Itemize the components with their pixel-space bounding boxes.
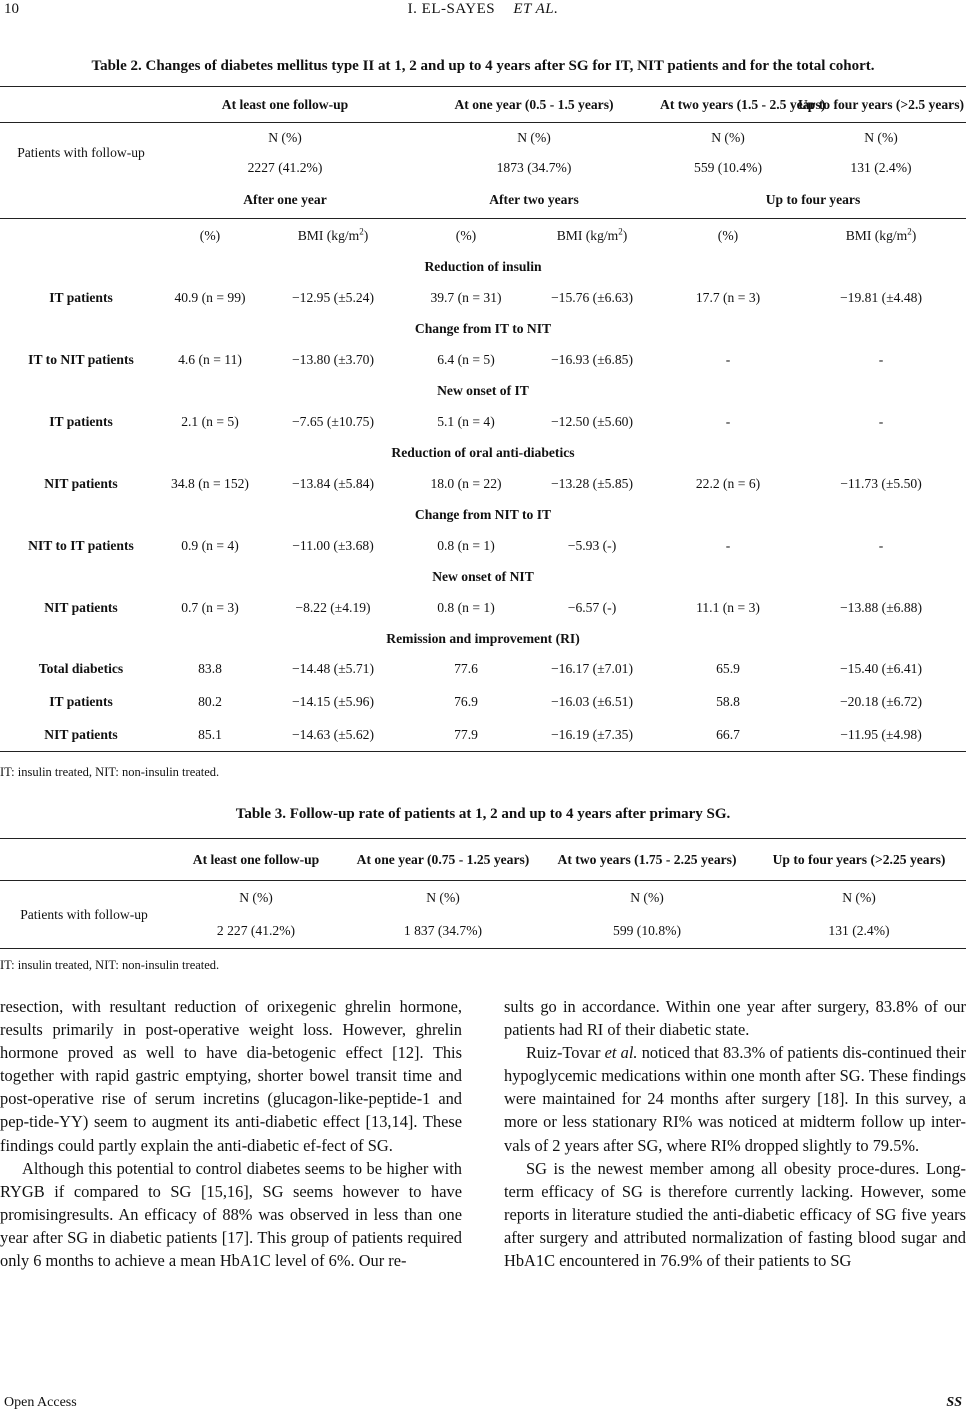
table2-cell: −6.57 (-) (567, 599, 617, 615)
table2-cell: 0.8 (n = 1) (437, 599, 495, 615)
table2-after-header: After two years (408, 183, 660, 219)
table3-header-row (0, 839, 966, 881)
bmi-label: BMI (kg/m (297, 227, 360, 243)
table3-n-value: 1 837 (34.7%) (344, 915, 542, 949)
table2-section-title-row (0, 625, 966, 653)
bmi-close: ) (363, 227, 369, 243)
table3-n-value: 131 (2.4%) (752, 915, 966, 949)
table2-cell: −15.40 (±6.41) (840, 661, 922, 676)
table2-cell: 34.8 (n = 152) (171, 475, 249, 491)
table2-cell: 77.6 (454, 661, 478, 676)
table3-period-header: Up to four years (>2.25 years) (752, 839, 966, 881)
table2-section-title: Change from NIT to IT (414, 506, 552, 522)
body-right-column (504, 995, 966, 1272)
table2-cell: −19.81 (±4.48) (840, 289, 922, 305)
open-access-label: Open Access (4, 1395, 77, 1410)
table2-cell: - (878, 413, 884, 429)
table2-cell: −7.65 (±10.75) (292, 413, 374, 429)
table2-cell: 6.4 (n = 5) (437, 351, 495, 367)
table2-n-label-row (0, 123, 966, 153)
table2-after-spacer (0, 183, 162, 219)
table2-cell: 80.2 (198, 694, 222, 709)
table2-cell: −11.00 (±3.68) (292, 537, 374, 553)
page-number: 10 (4, 1, 19, 17)
table2-cell: −16.17 (±7.01) (551, 661, 633, 676)
table2-cell: 4.6 (n = 11) (178, 351, 242, 367)
table2-cell: 5.1 (n = 4) (437, 413, 495, 429)
table2-n-label: N (%) (711, 129, 745, 145)
table2-cell: −14.48 (±5.71) (292, 661, 374, 676)
table3-n-value: 2 227 (41.2%) (168, 915, 344, 949)
table2-footnote: IT: insulin treated, NIT: non-insulin treated. (0, 765, 220, 779)
table2-n-value: 1873 (34.7%) (496, 159, 572, 175)
table2-cell: 11.1 (n = 3) (696, 599, 760, 615)
table2-after-row (0, 183, 966, 219)
table3-footnote: IT: insulin treated, NIT: non-insulin treated. (0, 958, 220, 972)
table2-row-label: IT patients (49, 289, 113, 305)
body-paragraph: SG is the newest member among all obesity proce-dures. Long-term efficacy of SG is therefore currently lacking. However, some reports in literature studied the anti-diabetic efficacy of SG five years after surgery and attributed normalization of fasting blood sugar and HbA1C encountered in 76.9% of their patients to SG (504, 1158, 966, 1271)
table2-pct-header: (%) (455, 227, 477, 243)
table2-cell: - (725, 537, 731, 553)
table2-pct-header: (%) (717, 227, 739, 243)
bmi-close: ) (911, 227, 917, 243)
table2-cell: −8.22 (±4.19) (295, 599, 371, 615)
text-run: noticed that 83.3% of patients dis-continued their hypoglycemic medications within one month after SG. These findings were maintained for 24 months after surgery [18]. In this survey, a more or less stationary RI% was noticed at midterm follow up inter-vals of 2 years after SG, where RI% dropped slightly to 79.5%. (504, 1043, 966, 1155)
table3-period-header: At one year (0.75 - 1.25 years) (344, 839, 542, 881)
table2-cell: 22.2 (n = 6) (695, 475, 761, 491)
table2-row-label: IT patients (49, 694, 113, 709)
table2-cell: −14.15 (±5.96) (292, 694, 374, 709)
table2-cell: 66.7 (660, 719, 796, 752)
table2-period-header: At one year (0.5 - 1.5 years) (408, 87, 660, 123)
table2-cell: −12.50 (±5.60) (551, 413, 633, 429)
table2-section-title: New onset of IT (437, 382, 529, 398)
table2-row-label: IT to NIT patients (28, 351, 134, 367)
table2-cell: −13.80 (±3.70) (292, 351, 374, 367)
journal-abbrev: SS (946, 1395, 962, 1410)
table2-cell: 76.9 (454, 694, 478, 709)
table2-section-title: Reduction of oral anti-diabetics (391, 444, 575, 460)
table2-cell: - (725, 413, 731, 429)
body-left-column (0, 995, 462, 1272)
table2-row-label: Total diabetics (38, 661, 124, 676)
table2-cell: −11.95 (±4.98) (796, 719, 966, 752)
table3-patients-label: Patients with follow-up (0, 881, 168, 949)
table2-subheader-spacer (0, 219, 162, 253)
table2-cell: 18.0 (n = 22) (430, 475, 502, 491)
table2-cell: −14.63 (±5.62) (258, 719, 408, 752)
table2-n-label: N (%) (517, 129, 551, 145)
table2-n-value: 2227 (41.2%) (247, 159, 323, 175)
bmi-close: ) (622, 227, 628, 243)
table2-cell: 17.7 (n = 3) (695, 289, 761, 305)
table2-cell: −11.73 (±5.50) (840, 475, 922, 491)
body-paragraph (504, 1041, 966, 1156)
table2-cell: −13.88 (±6.88) (840, 599, 922, 615)
table2-data-row (0, 686, 966, 719)
table2-cell: 85.1 (162, 719, 258, 752)
bmi-superscript: 2 (359, 226, 364, 237)
table2-section-title-row (0, 439, 966, 467)
table2-row-label: NIT to IT patients (28, 537, 134, 553)
body-paragraph: Although this potential to control diabetes seems to be higher with RYGB if compared to SG [15,16], SG seems however to have promisingresults. An efficacy of 88% was observed in less than one year after SG in diabetic patients [17]. This group of patients required only 6 months to achieve a mean HbA1C level of 6%. Our re- (0, 1158, 462, 1271)
table2-cell: 58.8 (716, 694, 740, 709)
table2-data-row (0, 653, 966, 686)
table3-n-label-row (0, 881, 966, 915)
italic-run: et al. (604, 1043, 638, 1063)
table2-data-row (0, 405, 966, 439)
table2-section-title-row (0, 501, 966, 529)
table2-data-row (0, 719, 966, 752)
bmi-label: BMI (kg/m (845, 227, 908, 243)
table2-after-header: Up to four years (660, 183, 966, 219)
et-al: ET AL. (513, 1, 559, 17)
table2-data-row (0, 591, 966, 625)
table2-data-row (0, 343, 966, 377)
body-paragraph: sults go in accordance. Within one year after surgery, 83.8% of our patients had RI of their diabetic state. (504, 997, 966, 1040)
table2-section-title-row (0, 377, 966, 405)
table2-n-value: 131 (2.4%) (850, 159, 912, 175)
table2-row-label: NIT patients (44, 475, 118, 491)
table2-cell: 83.8 (198, 661, 222, 676)
table2-cell: 0.9 (n = 4) (181, 537, 239, 553)
table2-cell: −13.28 (±5.85) (551, 475, 633, 491)
bmi-superscript: 2 (618, 226, 623, 237)
table2-n-value: 559 (10.4%) (694, 159, 762, 175)
table2-section-title: Change from IT to NIT (414, 320, 552, 336)
table3 (0, 838, 966, 949)
table3-n-label: N (%) (426, 889, 460, 905)
table2-bmi-header (796, 219, 966, 253)
table2-cell: −5.93 (-) (567, 537, 617, 553)
table2-n-label: N (%) (268, 129, 302, 145)
table2-cell: 65.9 (716, 661, 740, 676)
table3-n-label: N (%) (842, 889, 876, 905)
table2-period-header: At least one follow-up (162, 87, 408, 123)
table2-section-title-row (0, 315, 966, 343)
body-paragraph: resection, with resultant reduction of orixegenic ghrelin hormone, results primarily in post-operative weight loss. However, ghrelin hormone proved as well to have dia-betogenic effect [12]. This together with rapid gastric emptying, shorter bowel transit time and post-operative rise of serum incretins (glucagon-like-peptide-1 and pep-tide-YY) seem to augment its anti-diabetic effect [13,14]. These findings could partly explain the anti-diabetic ef-fect of SG. (0, 997, 462, 1155)
table2 (0, 86, 966, 752)
author-line (0, 1, 966, 18)
table2-pct-header: (%) (199, 227, 221, 243)
table2-caption: Table 2. Changes of diabetes mellitus type II at 1, 2 and up to 4 years after SG for IT, NIT patients and for the total cohort. (91, 58, 875, 74)
running-head (0, 0, 966, 24)
table2-data-row (0, 467, 966, 501)
table2-header-row (0, 87, 966, 123)
table3-n-label: N (%) (239, 889, 273, 905)
table3-n-label: N (%) (630, 889, 664, 905)
table2-cell: - (878, 537, 884, 553)
table2-cell: −20.18 (±6.72) (840, 694, 922, 709)
table2-cell: −12.95 (±5.24) (292, 289, 374, 305)
table2-corner (0, 87, 162, 123)
table2-row-label: NIT patients (44, 599, 118, 615)
text-run: Ruiz-Tovar (526, 1043, 605, 1063)
table2-section-title: Reduction of insulin (424, 258, 542, 274)
table2-subheader-row (0, 219, 966, 253)
table2-cell: −13.84 (±5.84) (292, 475, 374, 491)
table3-period-header: At two years (1.75 - 2.25 years) (542, 839, 752, 881)
table2-data-row (0, 529, 966, 563)
table2-cell: −16.03 (±6.51) (551, 694, 633, 709)
table2-section-title: New onset of NIT (432, 568, 534, 584)
table2-cell: - (725, 351, 731, 367)
table2-cell: - (878, 351, 884, 367)
table2-patients-label: Patients with follow-up (17, 144, 145, 160)
table2-bmi-header (524, 219, 660, 253)
table2-cell: 77.9 (408, 719, 524, 752)
table2-cell: 0.8 (n = 1) (437, 537, 495, 553)
author-names: I. EL-SAYES (407, 1, 496, 17)
table2-cell: 40.9 (n = 99) (174, 289, 246, 305)
table2-section-title-row (0, 563, 966, 591)
bmi-label: BMI (kg/m (556, 227, 619, 243)
table2-row-label: IT patients (49, 413, 113, 429)
table2-section-title: Remission and improvement (RI) (386, 630, 580, 646)
table2-cell: 39.7 (n = 31) (430, 289, 502, 305)
table2-cell: −16.93 (±6.85) (551, 351, 633, 367)
table2-period-header: Up to four years (>2.5 years) (796, 87, 966, 123)
table2-period-header: At two years (1.5 - 2.5 years) (660, 87, 796, 123)
table2-n-label: N (%) (864, 129, 898, 145)
table2-cell: 2.1 (n = 5) (181, 413, 239, 429)
table3-period-header: At least one follow-up (168, 839, 344, 881)
table3-n-value: 599 (10.8%) (542, 915, 752, 949)
table3-corner (0, 839, 168, 881)
table2-after-header: After one year (162, 183, 408, 219)
table2-cell: −15.76 (±6.63) (551, 289, 633, 305)
table2-cell: 0.7 (n = 3) (181, 599, 239, 615)
bmi-superscript: 2 (907, 226, 912, 237)
table2-row-label: NIT patients (0, 719, 162, 752)
table3-caption: Table 3. Follow-up rate of patients at 1, 2 and up to 4 years after primary SG. (235, 806, 731, 822)
table2-cell: −16.19 (±7.35) (524, 719, 660, 752)
table2-bmi-header (258, 219, 408, 253)
table2-section-title-row (0, 253, 966, 281)
table2-data-row (0, 281, 966, 315)
